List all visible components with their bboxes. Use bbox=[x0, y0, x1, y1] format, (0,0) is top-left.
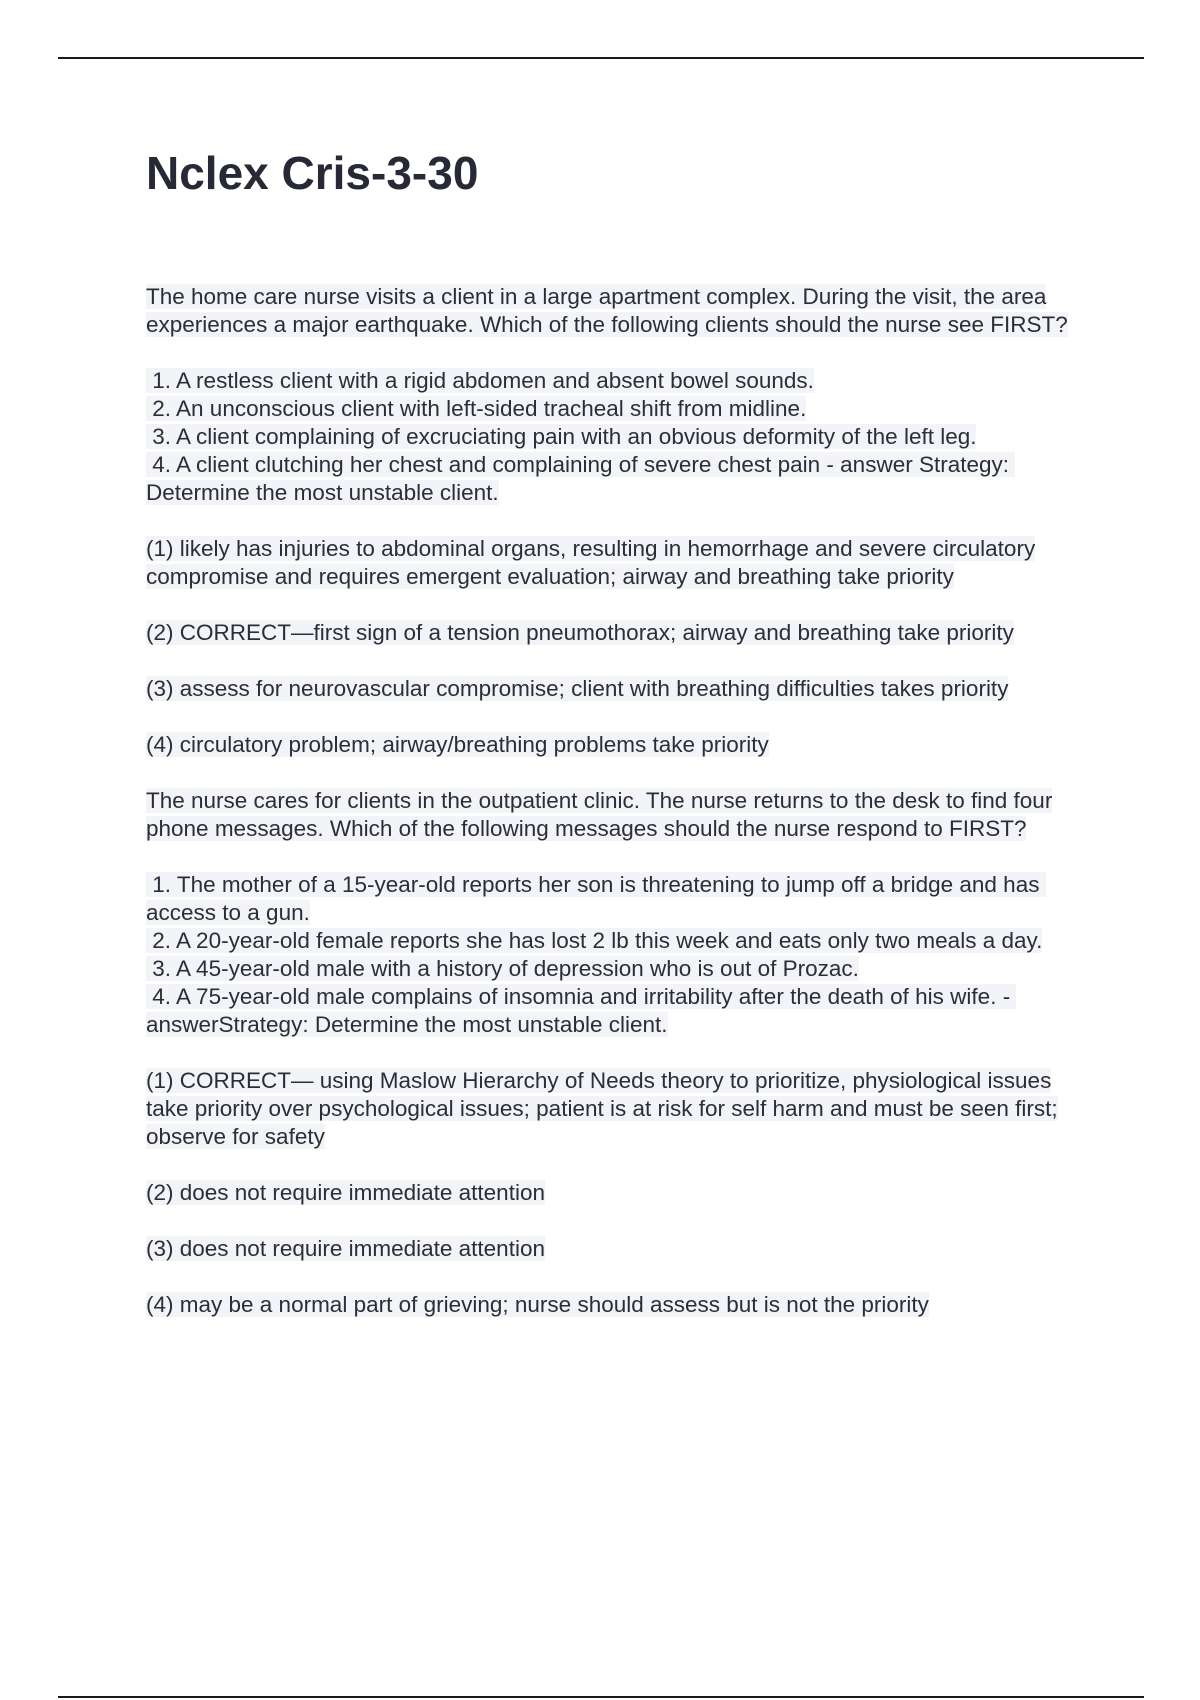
question-1-rationale-1 bbox=[146, 535, 1086, 591]
question-text: The home care nurse visits a client in a large apartment complex. During the visit, the area experiences a major earthquake. Which of the following clients should the nurse see FIRST? bbox=[146, 284, 1068, 337]
option-item: 2. An unconscious client with left-sided tracheal shift from midline. bbox=[146, 396, 807, 421]
footer-rule bbox=[58, 1696, 1144, 1698]
question-2-rationale-1 bbox=[146, 1067, 1086, 1151]
question-2-rationale-4 bbox=[146, 1291, 1086, 1319]
option-item: 2. A 20-year-old female reports she has lost 2 lb this week and eats only two meals a day. bbox=[146, 928, 1043, 953]
rationale-text: (2) CORRECT—first sign of a tension pneumothorax; airway and breathing take priority bbox=[146, 620, 1014, 645]
question-1-rationale-4 bbox=[146, 731, 1086, 759]
question-1-stem bbox=[146, 283, 1086, 339]
rationale-text: (1) likely has injuries to abdominal organs, resulting in hemorrhage and severe circulatory compromise and requires emergent evaluation; airway and breathing take priority bbox=[146, 536, 1036, 589]
option-item: 3. A client complaining of excruciating pain with an obvious deformity of the left leg. bbox=[146, 424, 977, 449]
header-rule bbox=[58, 57, 1144, 59]
question-2-options bbox=[146, 871, 1086, 1039]
question-2-rationale-2 bbox=[146, 1179, 1086, 1207]
option-item: 1. A restless client with a rigid abdomen and absent bowel sounds. bbox=[146, 368, 814, 393]
option-item: 4. A client clutching her chest and complaining of severe chest pain - answer Strategy: Determine the most unstable client. bbox=[146, 452, 1016, 505]
question-text: The nurse cares for clients in the outpatient clinic. The nurse returns to the desk to find four phone messages. Which of the following messages should the nurse respond to FIRST? bbox=[146, 788, 1053, 841]
document-body bbox=[146, 283, 1086, 1347]
rationale-text: (4) circulatory problem; airway/breathing problems take priority bbox=[146, 732, 769, 757]
question-2-stem bbox=[146, 787, 1086, 843]
rationale-text: (2) does not require immediate attention bbox=[146, 1180, 545, 1205]
rationale-text: (3) does not require immediate attention bbox=[146, 1236, 545, 1261]
question-2-rationale-3 bbox=[146, 1235, 1086, 1263]
question-1-rationale-3 bbox=[146, 675, 1086, 703]
option-item: 1. The mother of a 15-year-old reports her son is threatening to jump off a bridge and has access to a gun. bbox=[146, 872, 1046, 925]
rationale-text: (4) may be a normal part of grieving; nurse should assess but is not the priority bbox=[146, 1292, 929, 1317]
option-item: 4. A 75-year-old male complains of insomnia and irritability after the death of his wife. - answerStrategy: Determine the most unstable client. bbox=[146, 984, 1017, 1037]
question-1-options bbox=[146, 367, 1086, 507]
rationale-text: (3) assess for neurovascular compromise; client with breathing difficulties takes priority bbox=[146, 676, 1009, 701]
option-item: 3. A 45-year-old male with a history of depression who is out of Prozac. bbox=[146, 956, 859, 981]
rationale-text: (1) CORRECT— using Maslow Hierarchy of Needs theory to prioritize, physiological issues take priority over psychological issues; patient is at risk for self harm and must be seen first; observe for safety bbox=[146, 1068, 1058, 1149]
question-1-rationale-2 bbox=[146, 619, 1086, 647]
document-title: Nclex Cris-3-30 bbox=[146, 147, 479, 199]
